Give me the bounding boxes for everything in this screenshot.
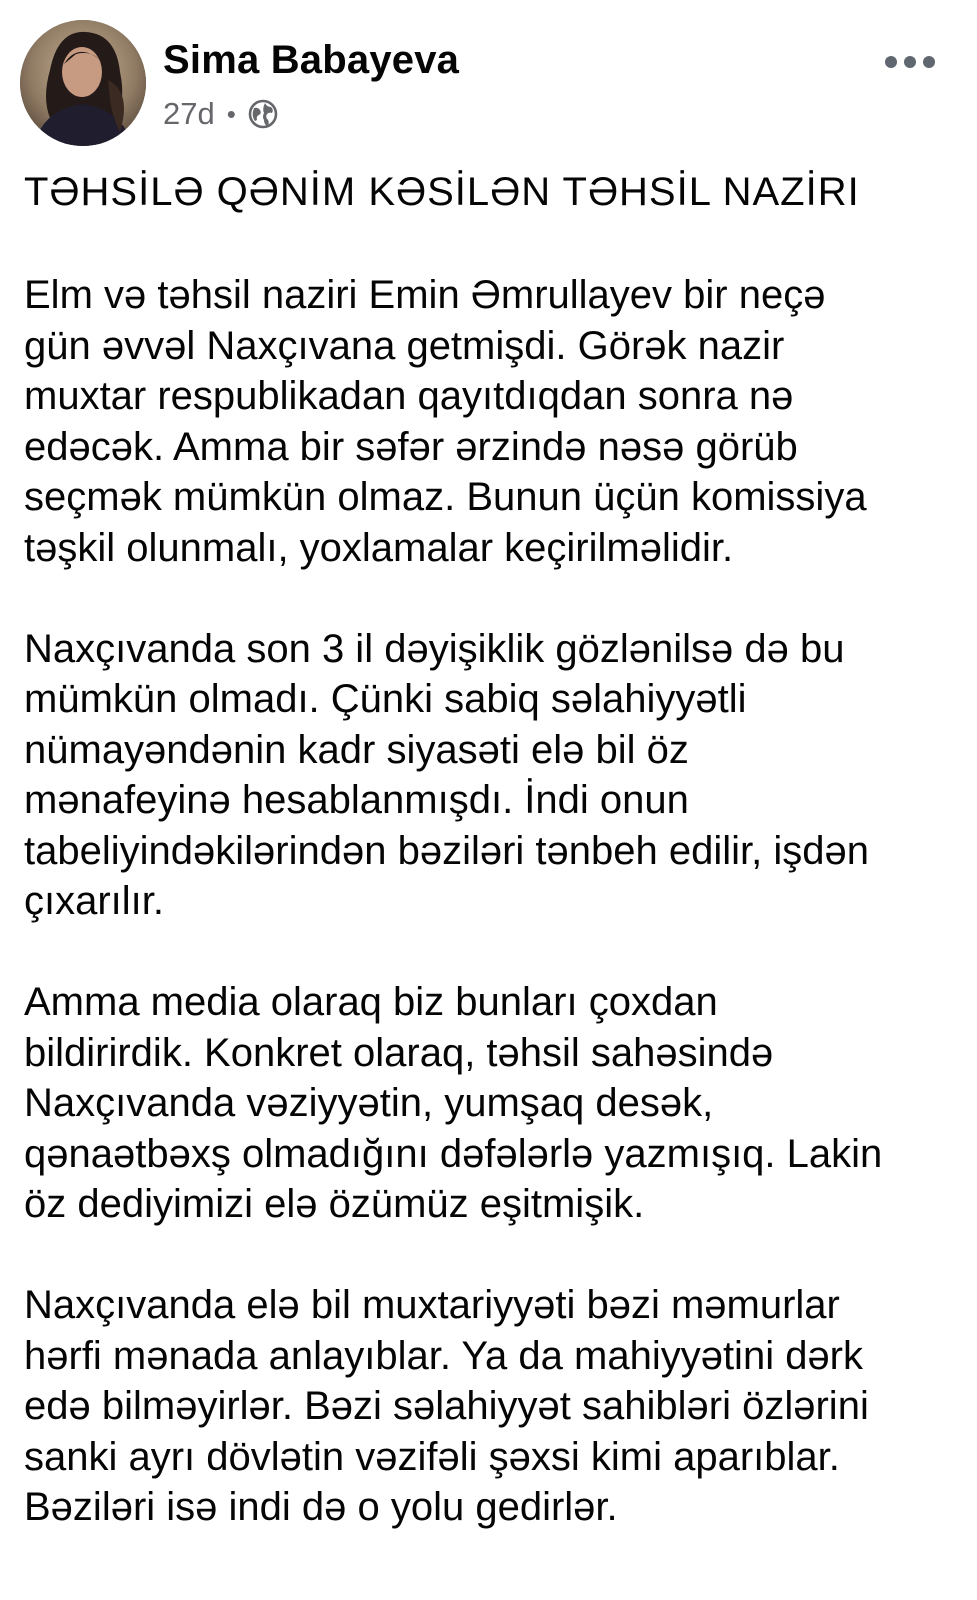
text-line: mənafeyinə hesablanmışdı. İndi onun: [24, 778, 689, 822]
text-line: Amma media olaraq biz bunları çoxdan: [24, 980, 718, 1024]
text-line: mümkün olmadı. Çünki sabiq səlahiyyətli: [24, 677, 747, 721]
post-meta: [163, 94, 278, 134]
text-line: Naxçıvanda vəziyyətin, yumşaq desək,: [24, 1081, 714, 1125]
text-line: çıxarılır.: [24, 879, 165, 923]
text-line: bildirirdik. Konkret olaraq, təhsil sahəsində: [24, 1030, 774, 1075]
text-line: Naxçıvanda son 3 il dəyişiklik gözlənilsə də bu: [24, 626, 845, 671]
text-line: Elm və təhsil naziri Emin Əmrullayev bir neçə: [24, 273, 826, 317]
more-dot: [904, 56, 916, 68]
post-title: TƏHSİLƏ QƏNİM KƏSİLƏN TƏHSİL NAZİRI: [24, 170, 860, 214]
author-name[interactable]: Sima Babayeva: [163, 38, 460, 82]
text-line: Bəziləri isə indi də o yolu gedirlər.: [24, 1485, 618, 1529]
text-line: edəcək. Amma bir səfər ərzində nəsə görüb: [24, 424, 798, 469]
text-line: tabeliyindəkilərindən bəziləri tənbeh edilir, işdən: [24, 828, 869, 873]
paragraph-4: [24, 1280, 954, 1533]
meta-separator: •: [226, 98, 236, 129]
text-line: qənaətbəxş olmadığını dəfələrlə yazmışıq. Lakin: [24, 1131, 883, 1176]
text-line: təşkil olunmalı, yoxlamalar keçirilməlidir.: [24, 525, 734, 570]
more-dot: [885, 56, 897, 68]
text-line: Naxçıvanda elə bil muxtariyyəti bəzi məmurlar: [24, 1283, 840, 1327]
paragraph-2: [24, 624, 954, 927]
text-line: seçmək mümkün olmaz. Bunun üçün komissiya: [24, 475, 867, 519]
globe-icon[interactable]: [248, 99, 278, 129]
author-avatar[interactable]: [20, 20, 146, 146]
paragraph-3: [24, 977, 954, 1230]
avatar-photo: [20, 20, 146, 146]
more-options-icon[interactable]: [885, 50, 935, 74]
text-line: muxtar respublikadan qayıtdıqdan sonra nə: [24, 374, 794, 418]
more-dot: [923, 56, 935, 68]
post-header: [20, 20, 957, 146]
text-line: sanki ayrı dövlətin vəzifəli şəxsi kimi aparıblar.: [24, 1434, 840, 1479]
text-line: hərfi mənada anlayıblar. Ya da mahiyyətini dərk: [24, 1333, 864, 1378]
post-body: [24, 270, 954, 1583]
paragraph-1: [24, 270, 954, 573]
text-line: edə bilməyirlər. Bəzi səlahiyyət sahibləri özlərini: [24, 1384, 869, 1428]
text-line: öz dediyimizi elə özümüz eşitmişik.: [24, 1182, 645, 1226]
post-time[interactable]: 27d: [163, 96, 215, 131]
text-line: gün əvvəl Naxçıvana getmişdi. Görək nazir: [24, 323, 785, 368]
text-line: nümayəndənin kadr siyasəti elə bil öz: [24, 727, 689, 772]
